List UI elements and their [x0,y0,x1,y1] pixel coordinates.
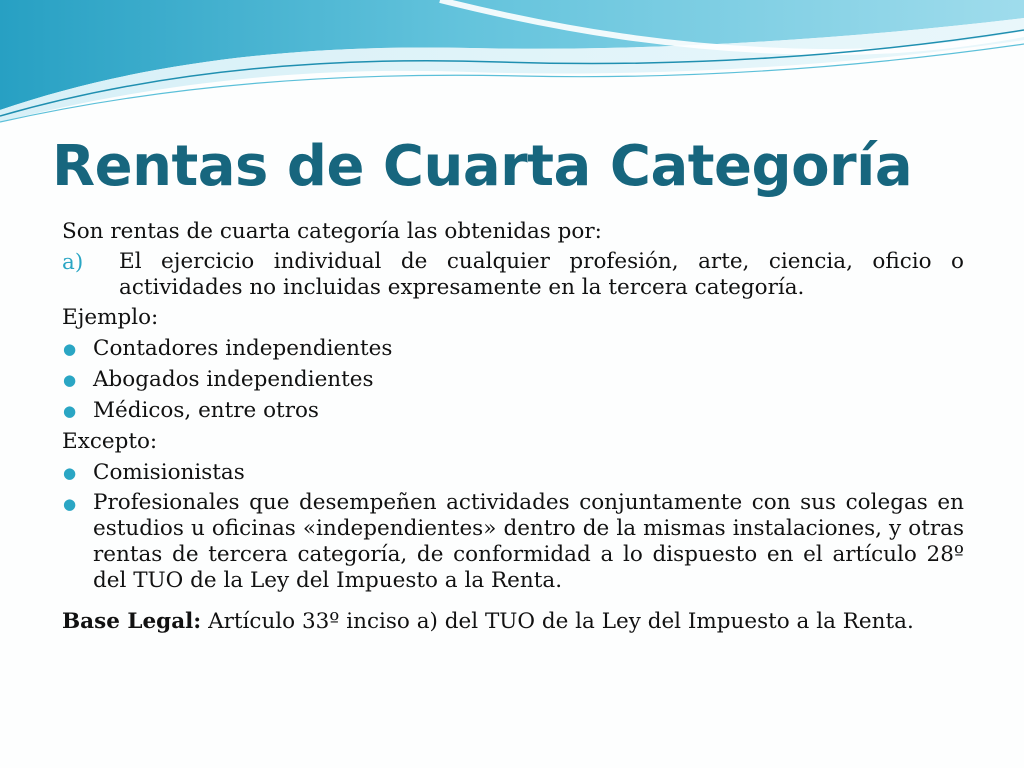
base-legal-text: Artículo 33º inciso a) del TUO de la Ley del Impuesto a la Renta. [201,609,914,634]
base-legal-label: Base Legal: [62,609,202,634]
bullet-dot-icon: ● [63,495,77,513]
bullet-dot-icon: ● [63,340,77,358]
bullet-dot-icon: ● [63,371,77,389]
item-a-text: El ejercicio individual de cualquier profesión, arte, ciencia, oficio o actividades no incluidas expresamente en la tercera categoría. [119,249,964,300]
excepto-label: Excepto: [62,429,158,454]
excepto-item-text: Comisionistas [93,460,245,485]
base-legal [62,608,964,636]
intro-text: Son rentas de cuarta categoría las obtenidas por: [62,219,602,244]
list-item-a [62,249,964,301]
item-a-marker: a) [62,250,84,275]
header-wave-decoration [0,0,1024,130]
list-item [62,366,964,394]
ejemplo-item-text: Abogados independientes [93,367,374,392]
ejemplo-label: Ejemplo: [62,305,159,330]
list-item [62,397,964,425]
bullet-dot-icon: ● [63,402,77,420]
list-item [62,459,964,487]
list-item [62,335,964,363]
list-item [62,490,964,594]
slide-body [62,218,964,639]
ejemplo-item-text: Contadores independientes [93,336,393,361]
excepto-item-text: Profesionales que desempeñen actividades conjuntamente con sus colegas en estudios u oficinas «independientes» dentro de la mismas instalaciones, y otras rentas de tercera categoría, de conformidad a lo dispuesto en el artículo 28º del TUO de la Ley del Impuesto a la Renta. [93,490,964,593]
ejemplo-item-text: Médicos, entre otros [93,398,319,423]
bullet-dot-icon: ● [63,464,77,482]
slide-title: Rentas de Cuarta Categoría [52,134,913,199]
